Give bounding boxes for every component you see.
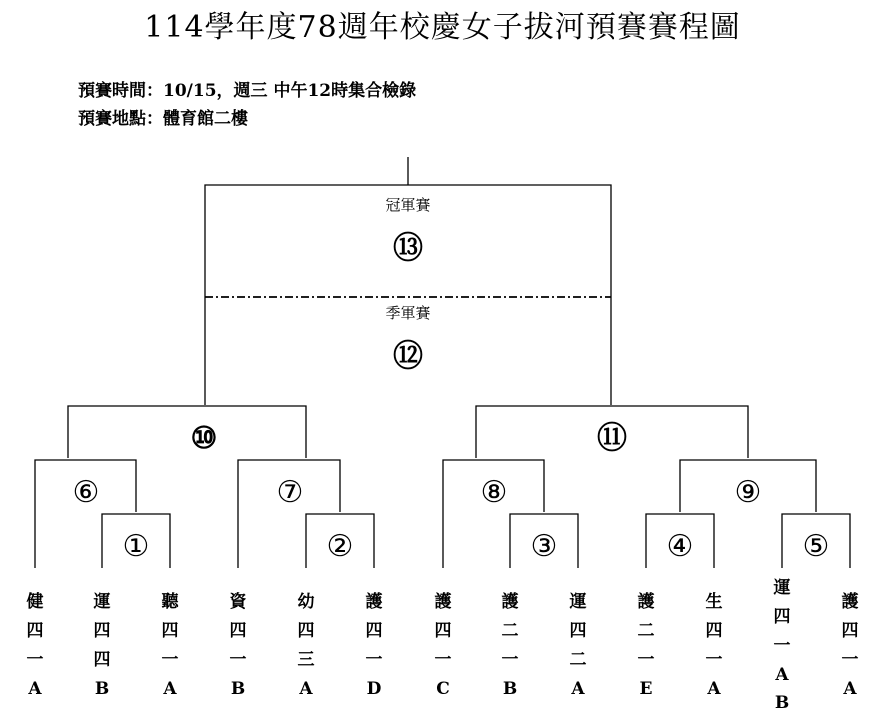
team-8-char-3: 一 — [501, 650, 519, 670]
team-11-char-4: A — [707, 679, 721, 699]
team-1-char-4: A — [28, 679, 42, 699]
team-8-char-1: 護 — [501, 592, 519, 612]
team-3-char-1: 聽 — [161, 592, 179, 612]
team-5-char-2: 四 — [297, 621, 315, 641]
match-2-number: ② — [326, 529, 354, 564]
team-12 — [767, 574, 797, 716]
team-7-char-2: 四 — [434, 621, 452, 641]
team-6-char-3: 一 — [365, 650, 383, 670]
team-12-char-2: 四 — [773, 607, 791, 627]
team-2-char-3: 四 — [93, 650, 111, 670]
match-13-number: ⑬ — [393, 231, 423, 266]
team-13-char-2: 四 — [841, 621, 859, 641]
team-12-char-1: 運 — [773, 578, 791, 598]
team-13-char-3: 一 — [841, 650, 859, 670]
team-7-char-4: C — [436, 679, 450, 699]
team-9-char-3: 二 — [569, 650, 587, 670]
prelim-time-label: 預賽時間： — [78, 81, 163, 101]
third-place-label: 季軍賽 — [385, 304, 431, 322]
team-8-char-4: B — [502, 679, 518, 699]
team-5-char-1: 幼 — [297, 592, 315, 612]
match-3-number: ③ — [530, 529, 558, 564]
match-7-number: ⑦ — [276, 475, 304, 510]
team-2-char-2: 四 — [93, 621, 111, 641]
team-5 — [291, 588, 321, 704]
team-9-char-2: 四 — [569, 621, 587, 641]
team-6-char-1: 護 — [365, 592, 383, 612]
team-8-char-2: 二 — [501, 621, 519, 641]
team-1 — [20, 588, 50, 704]
team-3-char-2: 四 — [161, 621, 179, 641]
team-11-char-1: 生 — [705, 592, 723, 612]
prelim-place-value: 體育館二樓 — [163, 109, 248, 129]
team-11-char-3: 一 — [705, 650, 723, 670]
team-1-char-3: 一 — [26, 650, 44, 670]
team-10-char-3: 一 — [637, 650, 655, 670]
team-11 — [699, 588, 729, 704]
team-6-char-4: D — [366, 679, 382, 699]
team-7 — [428, 588, 458, 704]
team-1-char-2: 四 — [26, 621, 44, 641]
team-4-char-2: 四 — [229, 621, 247, 641]
team-10 — [631, 588, 661, 704]
team-6 — [359, 588, 389, 704]
match-12-number: ⑫ — [393, 339, 423, 374]
match-1-number: ① — [122, 529, 150, 564]
prelim-place-label: 預賽地點： — [78, 109, 163, 129]
bracket-lines — [35, 157, 850, 568]
team-13-char-4: A — [843, 679, 857, 699]
match-9-number: ⑨ — [734, 475, 762, 510]
team-7-char-1: 護 — [434, 592, 452, 612]
team-12-char-5: B — [774, 693, 790, 713]
team-5-char-4: A — [299, 679, 313, 699]
match-6-number: ⑥ — [72, 475, 100, 510]
team-9-char-1: 運 — [569, 592, 587, 612]
team-6-char-2: 四 — [365, 621, 383, 641]
team-4-char-3: 一 — [229, 650, 247, 670]
team-1-char-1: 健 — [26, 592, 44, 612]
team-10-char-4: E — [639, 679, 653, 699]
team-11-char-2: 四 — [705, 621, 723, 641]
team-3-char-3: 一 — [161, 650, 179, 670]
team-9-char-4: A — [571, 679, 585, 699]
team-4-char-1: 資 — [229, 592, 247, 612]
team-9 — [563, 588, 593, 704]
team-13 — [835, 588, 865, 704]
team-8 — [495, 588, 525, 704]
match-8-number: ⑧ — [480, 475, 508, 510]
page-title: 114學年度78週年校慶女子拔河預賽賽程圖 — [144, 10, 741, 45]
match-5-number: ⑤ — [802, 529, 830, 564]
team-3 — [155, 588, 185, 704]
team-2 — [87, 588, 117, 704]
team-12-char-4: A — [775, 665, 789, 685]
bracket-m10 — [68, 406, 306, 458]
team-5-char-3: 三 — [297, 650, 315, 670]
team-7-char-3: 一 — [434, 650, 452, 670]
prelim-time-value: 10/15，週三 中午12時集合檢錄 — [163, 81, 417, 101]
match-numbers — [73, 231, 830, 564]
team-3-char-4: A — [163, 679, 177, 699]
team-2-char-1: 運 — [93, 592, 111, 612]
match-4-number: ④ — [666, 529, 694, 564]
team-12-char-3: 一 — [773, 636, 791, 656]
team-10-char-2: 二 — [637, 621, 655, 641]
final-label: 冠軍賽 — [385, 196, 431, 214]
team-13-char-1: 護 — [841, 592, 859, 612]
team-4 — [223, 588, 253, 704]
team-10-char-1: 護 — [637, 592, 655, 612]
match-10-number: ⑩ — [190, 421, 218, 456]
team-2-char-4: B — [94, 679, 110, 699]
match-11-number: ⑪ — [597, 421, 627, 456]
team-4-char-4: B — [230, 679, 246, 699]
